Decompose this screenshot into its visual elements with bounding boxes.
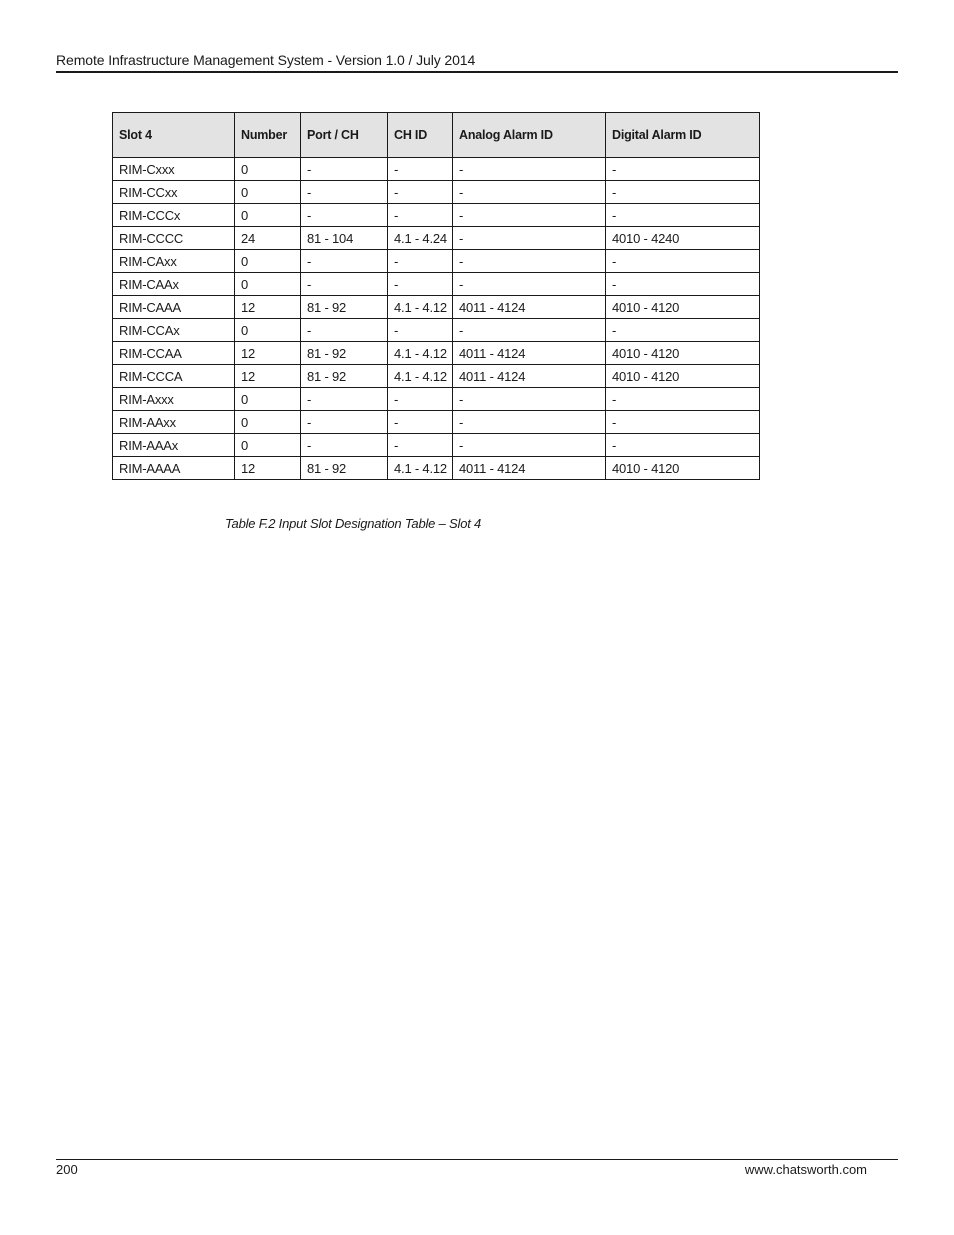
table-cell: - [453, 158, 606, 181]
table-cell: - [301, 319, 388, 342]
table-cell: 0 [235, 434, 301, 457]
table-cell: 4010 - 4120 [606, 296, 760, 319]
table-cell: 81 - 92 [301, 457, 388, 480]
table-cell: 0 [235, 319, 301, 342]
table-cell: - [301, 434, 388, 457]
table-cell: - [301, 250, 388, 273]
table-row [113, 457, 760, 480]
table-cell: 4010 - 4120 [606, 342, 760, 365]
table-row [113, 434, 760, 457]
table-cell: - [606, 158, 760, 181]
footer-url: www.chatsworth.com [744, 1162, 867, 1177]
table-cell: 4011 - 4124 [453, 296, 606, 319]
table-cell: 4.1 - 4.24 [388, 227, 453, 250]
table-row [113, 158, 760, 181]
table-cell: 4010 - 4240 [606, 227, 760, 250]
table-cell: 4011 - 4124 [453, 365, 606, 388]
table-cell: - [453, 250, 606, 273]
table-cell: RIM-CCCx [113, 204, 235, 227]
table-cell: - [453, 319, 606, 342]
table-cell: RIM-CAAA [113, 296, 235, 319]
table-row [113, 250, 760, 273]
table-cell: RIM-Cxxx [113, 158, 235, 181]
table-row [113, 342, 760, 365]
column-header: Analog Alarm ID [453, 113, 606, 158]
table-cell: 0 [235, 158, 301, 181]
header-divider [56, 71, 898, 73]
table-row [113, 411, 760, 434]
table-cell: - [388, 158, 453, 181]
table-cell: - [453, 434, 606, 457]
table-cell: - [301, 273, 388, 296]
table-cell: RIM-CCAx [113, 319, 235, 342]
table-cell: 24 [235, 227, 301, 250]
running-header: Remote Infrastructure Management System - Version 1.0 / July 2014 [56, 52, 476, 68]
table-cell: - [453, 204, 606, 227]
table-cell: - [388, 273, 453, 296]
table-row [113, 319, 760, 342]
table-row [113, 388, 760, 411]
table-cell: 4.1 - 4.12 [388, 296, 453, 319]
table-cell: RIM-CAxx [113, 250, 235, 273]
table-cell: RIM-AAAx [113, 434, 235, 457]
table-cell: 0 [235, 273, 301, 296]
table-cell: RIM-CCCA [113, 365, 235, 388]
table-cell: - [453, 273, 606, 296]
table-cell: 81 - 92 [301, 342, 388, 365]
table-cell: 0 [235, 204, 301, 227]
table-cell: 4.1 - 4.12 [388, 457, 453, 480]
table-row [113, 296, 760, 319]
table-body [113, 158, 760, 480]
table-cell: - [388, 388, 453, 411]
table-cell: 0 [235, 250, 301, 273]
table-cell: 81 - 92 [301, 365, 388, 388]
table-cell: RIM-CCAA [113, 342, 235, 365]
table-cell: 0 [235, 388, 301, 411]
column-header: CH ID [388, 113, 453, 158]
table-cell: - [453, 388, 606, 411]
table-cell: - [301, 204, 388, 227]
table-cell: 12 [235, 457, 301, 480]
table-cell: - [606, 250, 760, 273]
table-cell: - [453, 181, 606, 204]
page-number: 200 [56, 1162, 78, 1177]
table-cell: 4011 - 4124 [453, 342, 606, 365]
table-row [113, 181, 760, 204]
footer-divider [56, 1159, 898, 1160]
table-cell: RIM-CCxx [113, 181, 235, 204]
table-cell: 12 [235, 365, 301, 388]
table-cell: - [606, 319, 760, 342]
table-header-row [113, 113, 760, 158]
table-cell: 4.1 - 4.12 [388, 365, 453, 388]
column-header: Number [235, 113, 301, 158]
table-cell: - [606, 411, 760, 434]
table-row [113, 227, 760, 250]
table-cell: - [388, 250, 453, 273]
table-cell: - [453, 227, 606, 250]
table-cell: - [606, 204, 760, 227]
table-cell: 0 [235, 411, 301, 434]
table-cell: - [606, 273, 760, 296]
table-cell: - [388, 434, 453, 457]
table-cell: - [301, 388, 388, 411]
table-caption: Table F.2 Input Slot Designation Table – Slot 4 [225, 516, 482, 531]
table-cell: 0 [235, 181, 301, 204]
table-cell: 81 - 104 [301, 227, 388, 250]
table-cell: RIM-AAxx [113, 411, 235, 434]
table-cell: - [388, 319, 453, 342]
table-cell: 4011 - 4124 [453, 457, 606, 480]
table-cell: - [301, 158, 388, 181]
column-header: Slot 4 [113, 113, 235, 158]
table-cell: - [388, 181, 453, 204]
table-cell: - [453, 411, 606, 434]
table-row [113, 365, 760, 388]
column-header: Digital Alarm ID [606, 113, 760, 158]
table-cell: - [301, 181, 388, 204]
table-cell: - [301, 411, 388, 434]
table-cell: - [388, 411, 453, 434]
table-cell: 12 [235, 342, 301, 365]
table-row [113, 273, 760, 296]
table-cell: 4010 - 4120 [606, 457, 760, 480]
table-cell: RIM-CAAx [113, 273, 235, 296]
table-cell: RIM-CCCC [113, 227, 235, 250]
table-cell: 4010 - 4120 [606, 365, 760, 388]
table-cell: RIM-Axxx [113, 388, 235, 411]
table-cell: - [606, 181, 760, 204]
table-cell: - [606, 388, 760, 411]
slot-designation-table [112, 112, 760, 480]
slot-designation-table-container [112, 112, 759, 480]
table-cell: RIM-AAAA [113, 457, 235, 480]
table-row [113, 204, 760, 227]
table-cell: 81 - 92 [301, 296, 388, 319]
table-cell: 4.1 - 4.12 [388, 342, 453, 365]
column-header: Port / CH [301, 113, 388, 158]
table-cell: - [388, 204, 453, 227]
table-cell: 12 [235, 296, 301, 319]
table-cell: - [606, 434, 760, 457]
